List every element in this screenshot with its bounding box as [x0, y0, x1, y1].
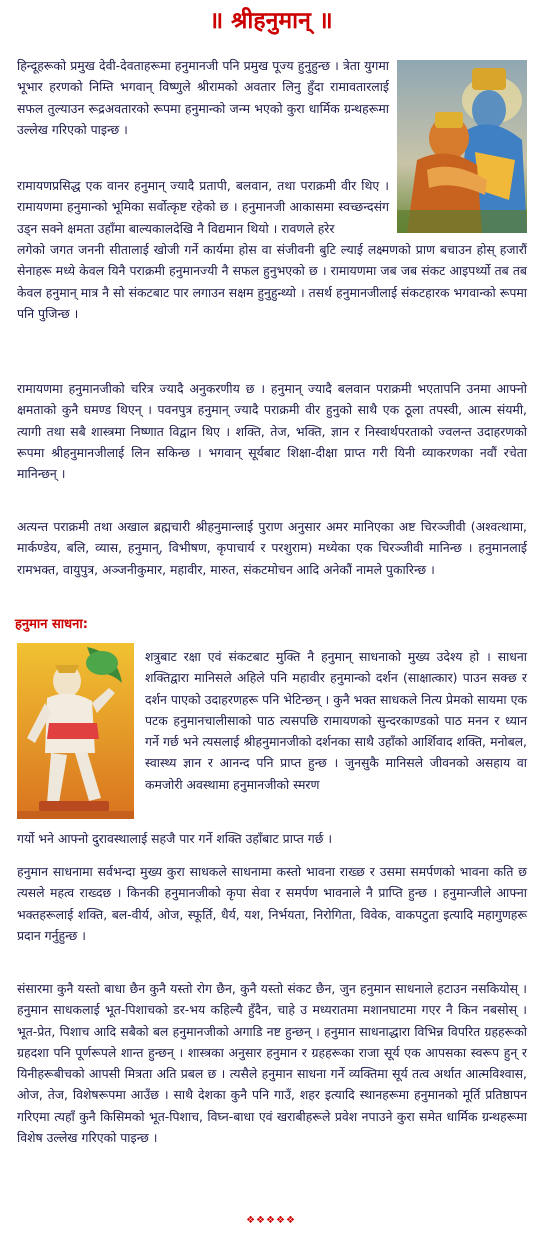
footer-ornament: ❖❖❖❖❖ [246, 1215, 296, 1226]
paragraph-intro: हिन्दूहरूको प्रमुख देवी-देवताहरूमा हनुमानजी पनि प्रमुख पूज्य हुनुहुन्छ । त्रेता युगमा भूभार हरणको निम्ति भगवान् विष्णुले श्रीरामको अवतार लिनु हुँदा रामावतारलाई सफल तुल्याउन रूद्रअवतारको रूपमा हनुमान्को जन्म भएको कुरा धार्मिक ग्रन्थहरूमा उल्लेख गरिएको पाइन्छ । [17, 58, 389, 137]
paragraph-devotion: हनुमान साधनामा सर्वभन्दा मुख्य कुरा साधकले साधनामा कस्तो भावना राख्छ र उसमा समर्पणको भावना कति छ त्यसले महत्व राख्दछ । किनकी हनुमानजीको कृपा सेवा र समर्पण भावनाले नै प्राप्ति हुन्छ । हनुमान्जीले आफ्ना भक्तहरूलाई शक्ति, बल-वीर्य, ओज, स्फूर्ति, धैर्य, यश, निर्भयता, निरोगिता, विवेक, वाकपटुता इत्यादि महागुणहरू प्रदान गर्नुहुन्छ । [17, 864, 527, 943]
paragraph-chiranjivi: अत्यन्त पराक्रमी तथा अखाल ब्रह्मचारी श्रीहनुमान्लाई पुराण अनुसार अमर मानिएका अष्ट चिरञ्जीवी (अश्वत्थामा, मार्कण्डेय, बलि, व्यास, हनुमान्, विभीषण, कृपाचार्य र परशुराम) मध्येका एक चिरञ्जीवी मानिन्छ । हनुमानलाई रामभक्त, वायुपुत्र, अञ्जनीकुमार, महावीर, मारुत, संकटमोचन आदि अनेकौं नामले पुकारिन्छ । [17, 519, 527, 577]
paragraph-protection: संसारमा कुनै यस्तो बाधा छैन कुनै यस्तो रोग छैन, कुनै यस्तो संकट छैन, जुन हनुमान साधनाले हटाउन नसकियोस् । हनुमान साधकलाई भूत-पिशाचको डर-भय कहिल्यै हुँदैन, चाहे उ मध्यरातमा मशानघाटमा गएर नै किन नबसोस् । भूत-प्रेत, पिशाच आदि सबैको बल हनुमानजीको अगाडि नष्ट हुन्छन् । हनुमान साधनाद्धारा विभिन्न विपरित ग्रहहरूको ग्रहदशा पनि पूर्णरूपले शान्त हुन्छन् । शास्त्रका अनुसार हनुमान र ग्रहहरूका राजा सूर्य एक आपसका स्वरूप हुन् र यिनीहरूबीचको आपसी मित्रता अति प्रबल छ । त्यसैले हनुमान साधना गर्ने व्यक्तिमा सूर्य तत्व अर्थात आत्मविश्वास, ओज, तेज, विशेषरूपमा आउँछ । साथै देशका कुनै पनि गाउँ, शहर इत्यादि स्थानहरूमा हनुमानको मूर्ति प्रतिष्ठापन गरिएमा त्यहाँ कुनै किसिमको भूत-पिशाच, विघ्न-बाधा एवं खराबीहरूले प्रवेश नपाउने कुरा समेत धार्मिक ग्रन्थहरूमा विशेष उल्लेख गरिएको पाइन्छ । [17, 981, 527, 1146]
hanuman-embracing-ram-image [397, 60, 527, 233]
paragraph-sadhana-2: गर्यो भने आफ्नो दुरावस्थालाई सहजै पार गर्ने शक्ति उहाँबाट प्राप्त गर्छ । [17, 831, 333, 846]
page-title: ॥ श्रीहनुमान् ॥ [209, 8, 333, 34]
paragraph-ramayana-2: लगेको जगत जननी सीतालाई खोजी गर्ने कार्यमा होस वा संजीवनी बुटि ल्याई लक्ष्मणको प्राण बचाउन होस् हजारौं सेनाहरू मध्ये केवल यिनै पराक्रमी हनुमानज्यी नै सफल हुनुभएको छ । रामायणमा जब जब संकट आइपर्थ्यो तब तब केवल हनुमान् मात्र नै सो संकटबाट पार लगाउन सक्षम हुनुहुन्थ्यो । तसर्थ हनुमानजीलाई संकटहारक भगवान्को रूपमा पनि पुजिन्छ । [17, 242, 527, 321]
hanuman-statue-image [17, 643, 134, 819]
section-heading-sadhana: हनुमान साधना: [15, 617, 88, 632]
paragraph-sadhana-1: शत्रुबाट रक्षा एवं संकटबाट मुक्ति नै हनुमान् साधनाको मुख्य उदेश्य हो । साधना शक्तिद्वारा मानिसले अहिले पनि महावीर हनुमान्को दर्शन (साक्षात्कार) पाउन सक्छ र दर्शन पाएको उदाहरणहरू पनि भेटिन्छन् । कुनै भक्त साधकले नित्य प्रेमको सायमा एक पटक हनुमानचालीसाको पाठ त्यसपछि रामायणको सुन्दरकाण्डको पाठ मनन र ध्यान गर्ने गर्छ भने त्यसलाई श्रीहनुमानजीको दर्शनका साथै उहाँको आर्शिवाद शक्ति, मनोबल, स्वास्थ्य ज्ञान र आनन्द पनि प्राप्त हुन्छ । जुनसुकै मानिसले जीवनको असहाय वा कमजोरी अवस्थामा हनुमानजीको स्मरण [145, 649, 527, 792]
paragraph-ramayana-1: रामायणप्रसिद्ध एक वानर हनुमान् ज्यादै प्रतापी, बलवान, तथा पराक्रमी वीर थिए । रामायणमा हनुमान्को भूमिका सर्वोत्कृष्ट रहेको छ । हनुमानजी आकासमा स्वच्छन्दसंग उड्न सक्ने क्षमता उहाँमा बाल्यकालदेखि नै विद्यमान थियो । रावणले हरेर [17, 178, 389, 236]
paragraph-character: रामायणमा हनुमानजीको चरित्र ज्यादै अनुकरणीय छ । हनुमान् ज्यादै बलवान पराक्रमी भएतापनि उनमा आफ्नो क्षमताको कुनै घमण्ड थिएन् । पवनपुत्र हनुमान् ज्यादै पराक्रमी वीर हुनुको साथै एक ठूला तपस्वी, आत्म संयमी, त्यागी तथा सबै शास्त्रमा निष्णात विद्वान थिए । शक्ति, तेज, भक्ति, ज्ञान र निस्वार्थपरताको ज्वलन्त उदाहरणको रूपमा श्रीहनुमानजीलाई लिन सकिन्छ । भगवान् सूर्यबाट शिक्षा-दीक्षा प्राप्त गरी यिनी व्याकरणका नवौं रचेता मानिन्छन् । [17, 381, 527, 482]
